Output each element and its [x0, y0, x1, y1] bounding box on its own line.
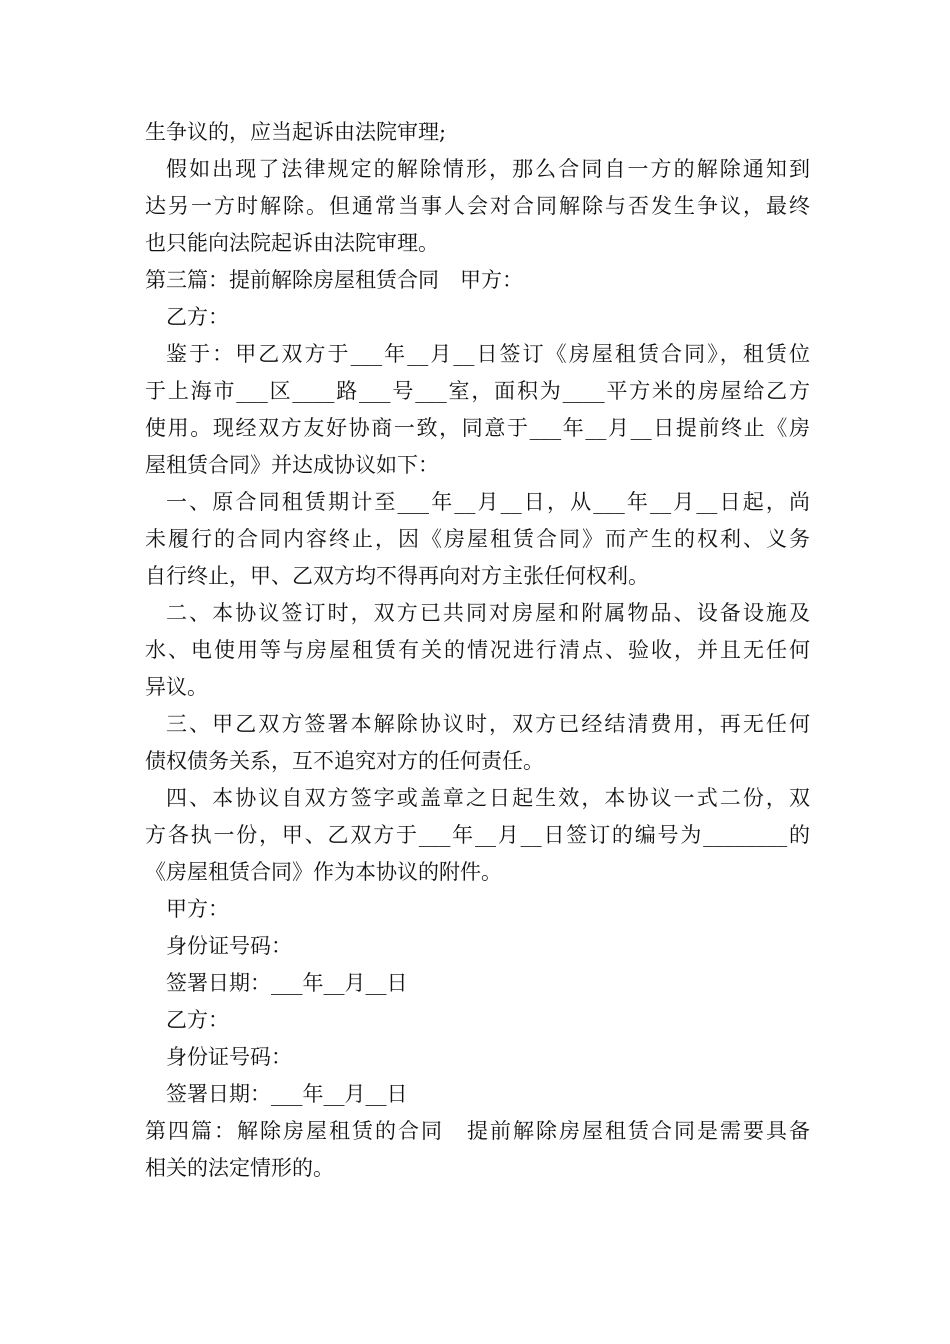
signature-id-number: 身份证号码：: [166, 934, 292, 958]
section-heading: 第四篇：解除房屋租赁的合同 提前解除房屋租赁合同是需要具备: [145, 1119, 810, 1143]
text-line: 假如出现了法律规定的解除情形，那么合同自一方的解除通知到: [166, 157, 810, 181]
text-line: 屋租赁合同》并达成协议如下：: [145, 453, 439, 477]
text-line: 三、甲乙双方签署本解除协议时，双方已经结清费用，再无任何: [166, 712, 810, 736]
text-line: 一、原合同租赁期计至___年__月__日，从___年__月__日起，尚: [166, 490, 810, 514]
text-line: 水、电使用等与房屋租赁有关的情况进行清点、验收，并且无任何: [145, 638, 810, 662]
text-line: 二、本协议签订时，双方已共同对房屋和附属物品、设备设施及: [166, 601, 810, 625]
signature-party-b: 乙方：: [166, 1008, 229, 1032]
signature-id-number: 身份证号码：: [166, 1045, 292, 1069]
text-line: 方各执一份，甲、乙双方于___年__月__日签订的编号为________的: [145, 823, 810, 847]
text-line: 生争议的，应当起诉由法院审理;: [145, 120, 447, 144]
text-line: 异议。: [145, 675, 208, 699]
text-line: 未履行的合同内容终止，因《房屋租赁合同》而产生的权利、义务: [145, 527, 810, 551]
text-line: 使用。现经双方友好协商一致，同意于___年__月__日提前终止《房: [145, 416, 810, 440]
text-line: 《房屋租赁合同》作为本协议的附件。: [145, 860, 502, 884]
section-heading: 第三篇：提前解除房屋租赁合同 甲方：: [145, 268, 523, 292]
text-line: 于上海市___区____路___号___室，面积为____平方米的房屋给乙方: [145, 379, 810, 403]
signature-date: 签署日期：___年__月__日: [166, 971, 408, 995]
text-line: 鉴于：甲乙双方于___年__月__日签订《房屋租赁合同》，租赁位: [166, 342, 810, 366]
text-line: 自行终止，甲、乙双方均不得再向对方主张任何权利。: [145, 564, 649, 588]
text-line: 相关的法定情形的。: [145, 1156, 334, 1180]
document-body: [145, 114, 810, 1187]
text-line: 达另一方时解除。但通常当事人会对合同解除与否发生争议，最终: [145, 194, 810, 218]
text-line: 乙方：: [166, 305, 229, 329]
text-line: 四、本协议自双方签字或盖章之日起生效，本协议一式二份，双: [166, 786, 810, 810]
text-line: 债权债务关系，互不追究对方的任何责任。: [145, 749, 544, 773]
signature-party-a: 甲方：: [166, 897, 229, 921]
signature-date: 签署日期：___年__月__日: [166, 1082, 408, 1106]
text-line: 也只能向法院起诉由法院审理。: [145, 231, 439, 255]
